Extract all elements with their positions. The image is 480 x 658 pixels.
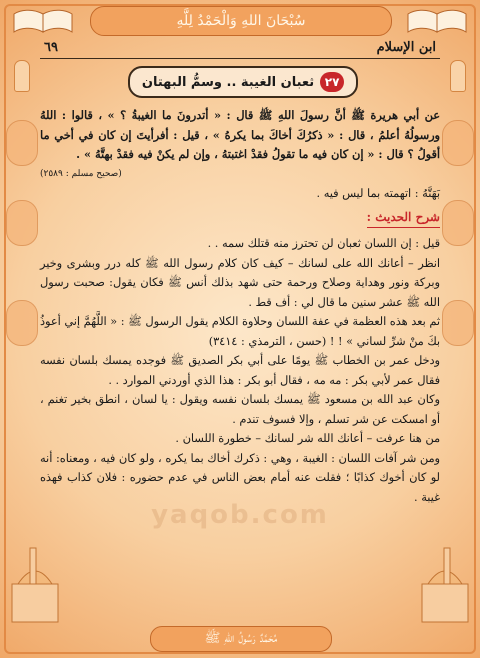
hadith-text: عن أبي هريرة ﷺ أنَّ رسولَ اللهِ ﷺ قال : « أتدرونَ ما الغيبةُ ؟ » ، قالوا : اللهُ ورسولُهُ أعلمُ ، قال : « ذكرُكَ أخاكَ بما يكرهُ » ، قيل : أفرأيتَ إن كان في أخي ما أقولُ ؟ قال : « إن كان فيه ما تقولُ فقدْ اغتبتهُ ، وإن لم يكنْ فيه فقدْ بهتَّهُ » . <box>40 108 440 161</box>
side-medallion <box>6 200 38 246</box>
paragraph: ودخل عمر بن الخطاب ﷺ يومًا على أبي بكر الصديق ﷺ فوجده يمسك بلسان نفسه فقال عمر لأبي بكر : مه مه ، فقال أبو بكر : هذا الذي أوردني الموارد . . <box>40 354 440 387</box>
book-title: ابن الإسلام <box>376 39 436 55</box>
definition: بَهَتَّهُ : اتهمته بما ليس فيه . <box>316 187 440 200</box>
chapter-number: ٢٧ <box>320 72 344 92</box>
watermark: yaqob.com <box>151 500 329 530</box>
chapter-title: ثعبان الغيبة .. وسمُّ البهتان <box>141 74 315 90</box>
paragraph: قيل : إن اللسان ثعبان لن تحترز منه قتلك سمه . . <box>207 237 440 250</box>
side-medallion <box>442 300 474 346</box>
paragraph: وكان عبد الله بن مسعود ﷺ يمسك بلسان نفسه ويقول : يا لسان ، انطق بخير تغنم ، أو امسكت عن شر تسلم ، وإلا فسوف تندم . <box>40 393 440 426</box>
bottom-calligraphy: مُحَمَّدٌ رَسُولُ اللهِ ﷺ <box>204 630 278 646</box>
open-book-icon <box>406 6 468 36</box>
bottom-calligraphy-banner <box>150 626 332 652</box>
hadith-reference: (صحيح مسلم : ٢٥٨٩) <box>40 168 122 179</box>
lantern-icon <box>14 60 30 92</box>
paragraph: انظر – أعانك الله على لسانك – كيف كان كلام رسول الله ﷺ كله درر وبشرى وخير وبركة ونور وهداية وصلاح ورحمة حتى شهد بذلك أنس ﷺ فكان يقول: صحبت رسول الله ﷺ عشر سنين ما قال لي : أف قط . <box>40 256 440 309</box>
side-medallion <box>442 120 474 166</box>
paragraph: ومن شر آفات اللسان : الغيبة ، وهي : ذكرك أخاك بما يكره ، ولو كان فيه ، ومعناه: أنه لو كان أخوك كذابًا ؛ فقلت عنه أمام بعض الناس في عدم حضوره : فلان كذاب فهذه غيبة . <box>40 451 440 504</box>
side-medallion <box>6 300 38 346</box>
section-heading: شرح الحديث : <box>367 208 440 229</box>
open-book-icon <box>12 6 74 36</box>
top-calligraphy-banner <box>90 6 392 36</box>
running-header <box>40 36 440 59</box>
top-calligraphy: سُبْحَانَ اللهِ وَالْحَمْدُ لِلَّهِ <box>176 13 306 29</box>
body-text <box>40 106 440 507</box>
paragraph: من هنا عرفت – أعانك الله شر لسانك – خطورة اللسان . <box>175 432 440 445</box>
side-medallion <box>442 200 474 246</box>
page-content <box>40 36 440 622</box>
chapter-title-box <box>128 66 358 98</box>
lantern-icon <box>450 60 466 92</box>
page-number: ٦٩ <box>44 39 58 55</box>
paragraph: ثم بعد هذه العظمة في عفة اللسان وحلاوة الكلام يقول الرسول ﷺ : « اللَّهُمَّ إني أعوذُ بكَ منْ شرِّ لساني » ! ! (حسن ، الترمذي : ٣٤١٤) <box>40 315 440 348</box>
side-medallion <box>6 120 38 166</box>
